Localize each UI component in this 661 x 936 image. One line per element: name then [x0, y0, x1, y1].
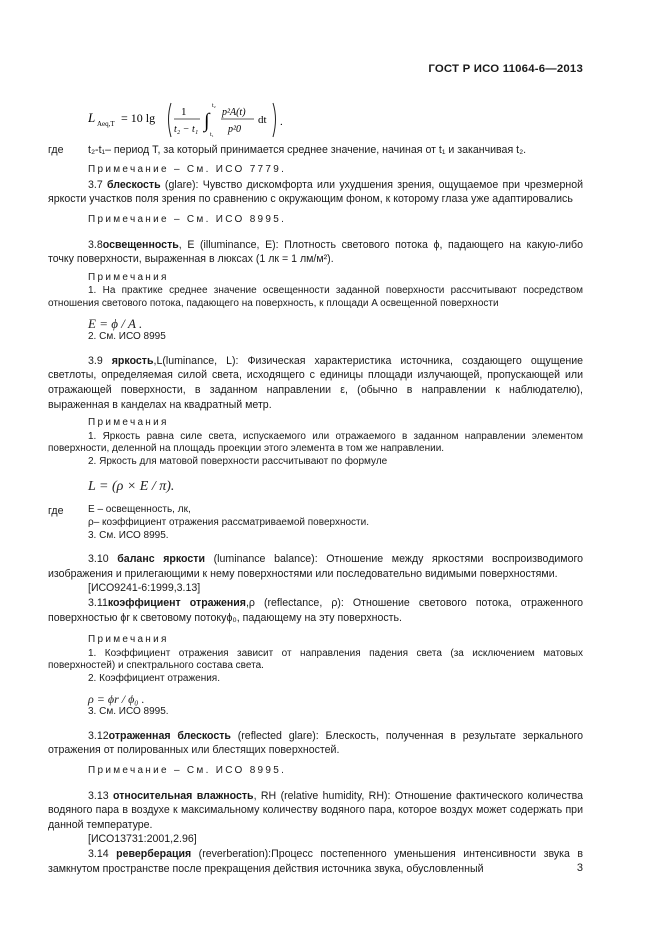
formula-laeq-svg — [88, 95, 348, 143]
formula-e: E = ϕ / A . — [88, 315, 143, 331]
section-3-8-text: , E (illuminance, E): Плотность светового потока ϕ, падающего на какую-либо точку поверхности, выраженная в люксах (1 лк = 1 лм/м²). — [48, 238, 583, 266]
note-3-12: Примечание – См. ИСО 8995. — [88, 764, 287, 776]
section-3-10-num: 3.10 — [88, 553, 118, 566]
section-3-13-num: 3.13 — [88, 789, 114, 802]
formula-l: L = (ρ × E / π). — [88, 479, 175, 495]
section-3-7-num: 3.7 — [88, 178, 108, 191]
where-2-line-2: ρ– коэффициент отражения рассматриваемой поверхности. — [88, 517, 369, 529]
section-3-10-text: (luminance balance): Отношение между яркостями воспроизводимого изображения и прилегающими к нему поверхностями или последовательно видимыми поверхностями. — [48, 553, 583, 580]
section-3-14-text: (reverberation):Процесс постепенного уменьшения интенсивности звука в замкнутом пространстве после прекращения действия источника звука, обусловленный — [48, 847, 584, 875]
section-3-9-num: 3.9 — [88, 354, 112, 367]
where-text-1: t₂-t₁– период T, за который принимается среднее значение, начиная от t₁ и заканчивая t₂. — [88, 143, 527, 156]
section-3-9-text: ,L(luminance, L): Физическая характеристика источника, создающего ощущение светлоты, определяемая силой света, исходящего с единицы площади излучающей, пропускающей или отражающей поверхности, в заданном направлении ε, (обычно в направлении к наблюдателю), выраженная в канделах на квадратный метр. — [48, 354, 583, 411]
section-3-7-term: блескость — [107, 178, 161, 191]
notes-3-8-item-2: 2. См. ИСО 8995 — [88, 331, 166, 343]
section-3-11-text: ,ρ (reflectance, ρ): Отношение светового потока, отраженного поверхностью ϕr к световому потокуϕ₀, падающему на эту поверхность. — [48, 597, 583, 624]
formula-num: p²A(t) — [222, 106, 246, 118]
notes-3-11-item-3: 3. См. ИСО 8995. — [88, 706, 169, 718]
ref-3-10: [ИСО9241-6:1999,3.13] — [88, 582, 201, 595]
formula-den: p²0 — [228, 123, 241, 135]
section-3-9 — [48, 354, 583, 412]
section-3-13 — [48, 789, 583, 833]
formula-lhs-sub: Aeq,T — [97, 119, 115, 128]
section-3-13-text: , RH (relative humidity, RH): Отношение фактического количества водяного пара в воздухе к максимальному количеству водяного пара, которое воздух может содержать при данной температуре. — [48, 789, 583, 831]
section-3-9-term: яркость — [111, 354, 154, 367]
note-3-6: Примечание – См. ИСО 7779. — [88, 164, 287, 176]
where-block-2 — [48, 504, 583, 542]
section-3-8-num: 3.8 — [88, 238, 103, 251]
formula-lhs: L — [88, 109, 96, 125]
notes-3-11-title: Примечания — [88, 634, 169, 646]
section-3-10-term: баланс яркости — [117, 553, 205, 566]
notes-3-8-item-1: 1. На практике среднее значение освещенности заданной поверхности рассчитывают посредством отношения светового потока, падающего на поверхность, к площади A освещенной поверхности — [48, 285, 583, 309]
formula-eq: = 10 lg — [121, 110, 156, 125]
section-3-12-num: 3.12 — [88, 729, 109, 742]
section-3-14-term: реверберация — [116, 847, 192, 860]
formula-laeq — [48, 95, 583, 143]
document-header: ГОСТ Р ИСО 11064-6—2013 — [428, 63, 583, 75]
where-label-2: где — [48, 505, 64, 518]
paren-right — [273, 103, 276, 137]
section-3-14 — [48, 847, 583, 876]
section-3-12 — [48, 729, 583, 758]
section-3-11 — [48, 596, 583, 625]
formula-end: . — [280, 115, 283, 128]
where-label-1: где — [48, 143, 64, 156]
section-3-13-term: относительная влажность — [113, 789, 254, 802]
note-3-7: Примечание – См. ИСО 8995. — [88, 213, 287, 225]
section-3-8 — [48, 238, 583, 267]
where-block-1 — [48, 143, 583, 158]
notes-3-8-title: Примечания — [88, 271, 169, 283]
notes-3-11-item-2: 2. Коэффициент отражения. — [88, 673, 221, 684]
integral-sign: ∫ — [204, 109, 210, 132]
section-3-8-term: освещенность — [102, 238, 179, 251]
formula-frac-den: t₂ − t₁ — [174, 123, 199, 135]
section-3-12-term: отраженная блескость — [108, 729, 231, 742]
section-3-14-num: 3.14 — [88, 847, 117, 860]
notes-3-11-item-1: 1. Коэффициент отражения зависит от направления падения света (за исключением матовых поверхностей) и спектрального состава света. — [48, 647, 583, 672]
page-number: 3 — [576, 862, 583, 874]
paren-left — [169, 103, 172, 137]
ref-3-13: [ИСО13731:2001,2.96] — [88, 833, 197, 846]
section-3-10 — [48, 552, 583, 581]
section-3-7 — [48, 178, 583, 207]
section-3-7-text: (glare): Чувство дискомфорта или ухудшения зрения, ощущаемое при чрезмерной яркости участков поля зрения по сравнению с окружающим фоном, к которому глаза уже адаптировались — [48, 178, 584, 206]
section-3-11-num: 3.11 — [88, 597, 108, 610]
notes-3-9-item-1: 1. Яркость равна силе света, испускаемого или отражаемого в заданном направлении элементом поверхности, деленной на площадь проекции этого элемента в том же направлении. — [48, 430, 583, 455]
formula-upper: t₂ — [212, 102, 216, 109]
formula-rho: ρ = ϕr / ϕ₀ . — [88, 691, 145, 706]
where-2-line-1: E – освещенность, лк, — [88, 504, 191, 516]
section-3-11-term: коэффициент отражения — [107, 597, 246, 610]
formula-dt: dt — [258, 113, 267, 126]
where-2-line-3: 3. См. ИСО 8995. — [88, 529, 169, 541]
section-3-12-text: (reflected glare): Блескость, полученная в результате зеркального отражения от полированных или блестящих поверхностей. — [48, 729, 584, 757]
notes-3-9-title: Примечания — [88, 417, 169, 429]
formula-frac-num: 1 — [181, 105, 187, 118]
formula-lower: t₁ — [210, 131, 214, 138]
notes-3-9-item-2: 2. Яркость для матовой поверхности рассчитывают по формуле — [88, 455, 388, 467]
